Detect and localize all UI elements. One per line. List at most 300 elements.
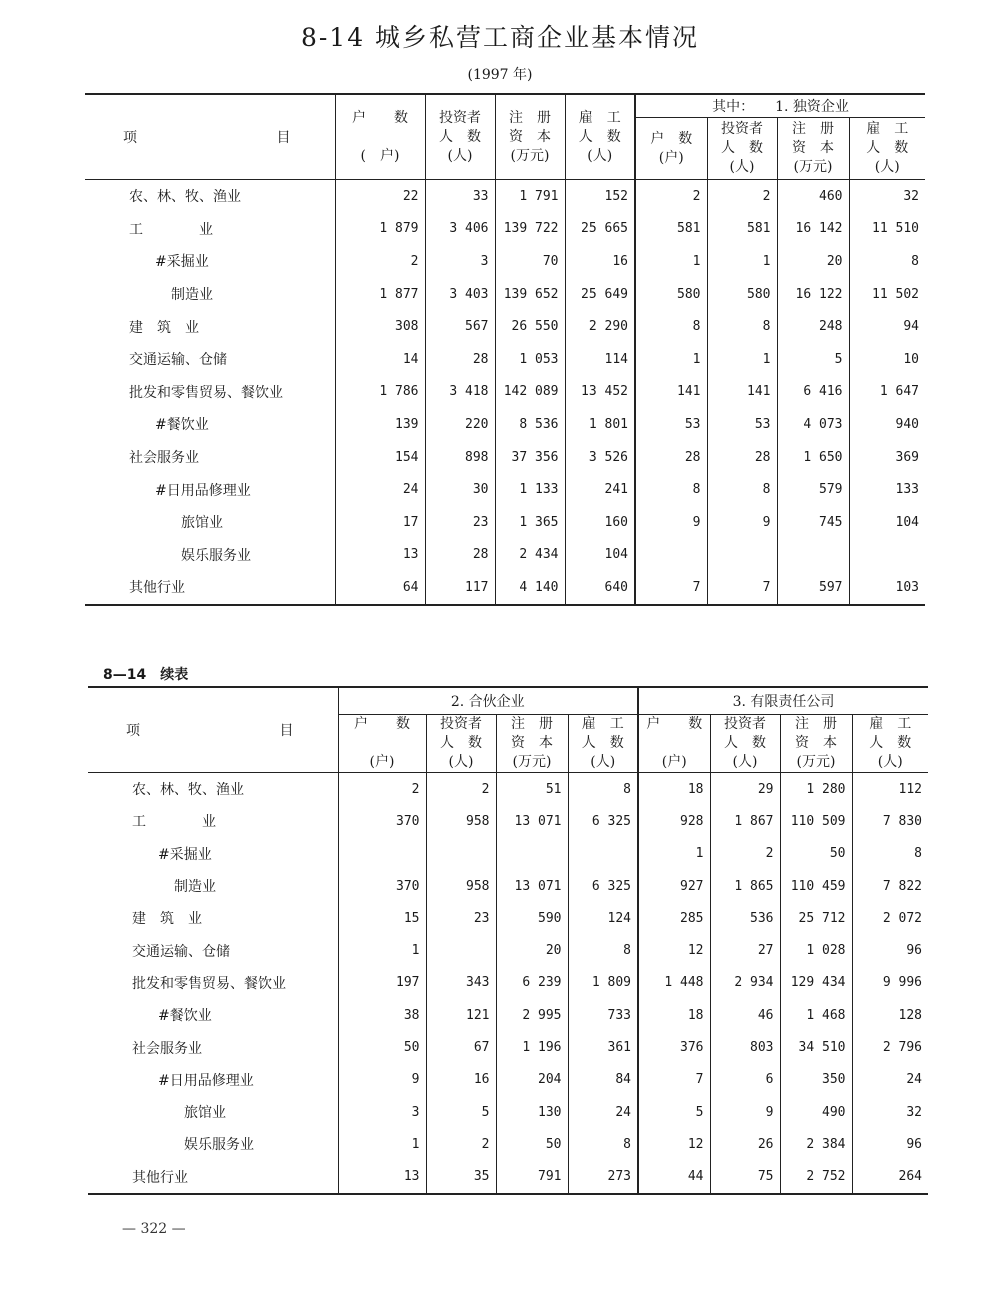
table-cell: 8 (635, 310, 707, 343)
row-label: #采掘业 (158, 846, 212, 863)
continued-table-body (88, 773, 928, 1194)
col-header-line: (户) (661, 754, 687, 770)
table-cell: 1 280 (780, 773, 852, 806)
table-cell: 7 (707, 571, 777, 605)
table-cell: 44 (638, 1161, 710, 1194)
table-cell: 1 (638, 838, 710, 870)
table-cell: 22 (335, 180, 425, 213)
table-cell: 112 (852, 773, 928, 806)
table-cell (777, 539, 849, 572)
col-header-investors (425, 94, 495, 180)
table-cell: 803 (710, 1031, 780, 1063)
row-label: 建 筑 业 (129, 319, 199, 336)
table-cell: 9 996 (852, 967, 928, 999)
table-cell: 1 (338, 1128, 426, 1160)
table-cell: 3 526 (565, 441, 635, 474)
table-cell: 141 (707, 376, 777, 409)
col-header-line: 投资者 (439, 109, 481, 126)
table-cell: 13 (338, 1161, 426, 1194)
col-header-line: (户) (369, 754, 395, 770)
table-cell: 13 452 (565, 376, 635, 409)
subheader-7 (852, 715, 928, 773)
table-cell: 1 801 (565, 408, 635, 441)
col-header-line: 资 本 (509, 128, 551, 145)
col-header-line: (户) (658, 149, 684, 166)
row-label: 旅馆业 (184, 1105, 226, 1122)
table-cell: 3 (338, 1096, 426, 1128)
table-row (85, 278, 925, 311)
table-cell: 3 418 (425, 376, 495, 409)
col-header-households (335, 94, 425, 180)
row-label: 娱乐服务业 (181, 547, 251, 564)
row-label: 批发和零售贸易、餐饮业 (129, 384, 283, 401)
row-label: 工 业 (129, 221, 213, 238)
table-cell: 2 384 (780, 1128, 852, 1160)
row-label: 交通运输、仓储 (132, 943, 230, 960)
table-row (85, 571, 925, 605)
row-label: 社会服务业 (132, 1040, 202, 1057)
table-row (88, 934, 928, 966)
row-label: #餐饮业 (158, 1008, 212, 1025)
table-cell: 9 (707, 506, 777, 539)
subheader-0 (338, 715, 426, 773)
table-row (88, 999, 928, 1031)
col-header-line: (人) (587, 147, 613, 164)
row-label: 制造业 (174, 879, 216, 896)
col-header-line: 雇 工 (869, 716, 912, 732)
col-header-line: (人) (729, 159, 755, 175)
table-cell: 18 (638, 999, 710, 1031)
table-cell: 745 (777, 506, 849, 539)
table-cell: 133 (849, 473, 925, 506)
col-header-line: 资 本 (511, 735, 553, 751)
table-cell: 1 647 (849, 376, 925, 409)
table-cell: 1 650 (777, 441, 849, 474)
col-header-line: 资 本 (795, 735, 837, 751)
table-cell: 28 (425, 539, 495, 572)
table-cell: 25 665 (565, 213, 635, 246)
col-header-line: 雇 工 (866, 121, 909, 137)
table-cell: 7 (635, 571, 707, 605)
table-cell: 25 649 (565, 278, 635, 311)
table-cell: 958 (426, 870, 496, 902)
table-cell: 579 (777, 473, 849, 506)
table-cell: 285 (638, 902, 710, 934)
table-cell: 6 325 (568, 805, 638, 837)
table-cell: 5 (777, 343, 849, 376)
table-cell: 17 (335, 506, 425, 539)
table-cell: 460 (777, 180, 849, 213)
col-header-line: 注 册 (511, 716, 553, 732)
table-cell: 67 (426, 1031, 496, 1063)
table-cell: 928 (638, 805, 710, 837)
table-cell: 32 (852, 1096, 928, 1128)
table-cell: 128 (852, 999, 928, 1031)
table-cell: 1 468 (780, 999, 852, 1031)
table-cell: 8 (568, 934, 638, 966)
continued-table-title: 8—14 续表 (103, 667, 189, 683)
row-label: 其他行业 (129, 580, 185, 597)
table-cell: 1 133 (495, 473, 565, 506)
table-cell: 110 459 (780, 870, 852, 902)
table-cell: 26 (710, 1128, 780, 1160)
table-cell: 23 (426, 902, 496, 934)
year-caption: (1997 年) (467, 67, 533, 83)
group-header-partnership: 2. 合伙企业 (338, 687, 638, 715)
table-cell: 96 (852, 934, 928, 966)
col-header-line: 人 数 (721, 140, 763, 156)
table-cell: 33 (425, 180, 495, 213)
row-label: 批发和零售贸易、餐饮业 (132, 975, 286, 992)
table-cell: 2 (635, 180, 707, 213)
table-cell: 130 (496, 1096, 568, 1128)
table-row (85, 506, 925, 539)
table-cell: 28 (707, 441, 777, 474)
table-cell: 51 (496, 773, 568, 806)
table-cell: 13 071 (496, 805, 568, 837)
table-cell: 241 (565, 473, 635, 506)
table-cell: 24 (335, 473, 425, 506)
subheader-3 (568, 715, 638, 773)
group-header-sole: 其中： 1. 独资企业 (635, 94, 925, 118)
col-header-line: ( 户) (360, 147, 400, 164)
table-cell (849, 539, 925, 572)
subheader-2 (496, 715, 568, 773)
table-cell: 160 (565, 506, 635, 539)
table-cell: 1 879 (335, 213, 425, 246)
table-cell: 37 356 (495, 441, 565, 474)
table-cell (338, 838, 426, 870)
table-cell: 12 (638, 934, 710, 966)
table-cell: 129 434 (780, 967, 852, 999)
col-header-line: 投资者 (440, 716, 482, 732)
table-cell: 141 (635, 376, 707, 409)
table-row (88, 838, 928, 870)
table-cell: 1 (707, 245, 777, 278)
table-cell: 2 (426, 1128, 496, 1160)
main-table-body (85, 180, 925, 605)
table-cell: 273 (568, 1161, 638, 1194)
table-cell: 361 (568, 1031, 638, 1063)
table-cell: 940 (849, 408, 925, 441)
table-cell: 4 073 (777, 408, 849, 441)
table-cell: 791 (496, 1161, 568, 1194)
table-cell: 248 (777, 310, 849, 343)
table-cell: 114 (565, 343, 635, 376)
main-table (85, 93, 925, 606)
table-cell (568, 838, 638, 870)
table-cell: 8 (635, 473, 707, 506)
table-cell: 580 (707, 278, 777, 311)
table-cell: 2 (335, 245, 425, 278)
table-cell: 154 (335, 441, 425, 474)
table-cell: 7 830 (852, 805, 928, 837)
table-cell: 1 791 (495, 180, 565, 213)
col-header-line: 户 数 (354, 716, 410, 732)
table-cell: 733 (568, 999, 638, 1031)
col-header-line: 人 数 (866, 140, 909, 156)
table-cell: 1 028 (780, 934, 852, 966)
table-cell: 590 (496, 902, 568, 934)
table-cell: 370 (338, 805, 426, 837)
table-cell: 139 (335, 408, 425, 441)
table-cell: 64 (335, 571, 425, 605)
table-cell: 1 877 (335, 278, 425, 311)
table-cell (426, 838, 496, 870)
table-cell: 958 (426, 805, 496, 837)
table-cell (426, 934, 496, 966)
table-cell: 490 (780, 1096, 852, 1128)
col-header-line: (万元) (793, 159, 833, 175)
table-cell: 9 (338, 1064, 426, 1096)
table-cell: 8 (852, 838, 928, 870)
col-header-line: (人) (732, 754, 758, 770)
table-cell: 24 (852, 1064, 928, 1096)
table-row (88, 1031, 928, 1063)
table-cell: 94 (849, 310, 925, 343)
row-label: 农、林、牧、渔业 (132, 782, 244, 799)
table-cell: 104 (565, 539, 635, 572)
table-row (85, 376, 925, 409)
col-header-line: 户 数 (352, 109, 408, 126)
table-cell: 1 196 (496, 1031, 568, 1063)
table-cell: 28 (425, 343, 495, 376)
row-label: #餐饮业 (155, 417, 209, 434)
table-cell: 16 (565, 245, 635, 278)
table-cell: 8 536 (495, 408, 565, 441)
table-cell: 220 (425, 408, 495, 441)
table-row (85, 441, 925, 474)
table-row (85, 408, 925, 441)
table-cell: 264 (852, 1161, 928, 1194)
item-header (88, 687, 338, 773)
table-cell: 12 (638, 1128, 710, 1160)
table-cell: 53 (707, 408, 777, 441)
table-cell: 29 (710, 773, 780, 806)
row-label: 其他行业 (132, 1169, 188, 1186)
table-cell: 30 (425, 473, 495, 506)
table-cell: 5 (638, 1096, 710, 1128)
col-header-line (339, 734, 426, 753)
col-header-line: 注 册 (792, 121, 834, 137)
table-cell: 7 (638, 1064, 710, 1096)
table-cell: 13 071 (496, 870, 568, 902)
table-cell: 2 (426, 773, 496, 806)
table-cell: 27 (710, 934, 780, 966)
row-label: 娱乐服务业 (184, 1137, 254, 1154)
table-cell: 24 (568, 1096, 638, 1128)
table-row (88, 1096, 928, 1128)
col-header-line: 资 本 (792, 140, 834, 156)
col-header-line: 注 册 (795, 716, 837, 732)
table-cell (635, 539, 707, 572)
col-header-line: 户 数 (646, 716, 703, 732)
table-cell: 14 (335, 343, 425, 376)
table-cell: 3 (425, 245, 495, 278)
table-cell: 1 (635, 245, 707, 278)
table-cell: 53 (635, 408, 707, 441)
row-label: #采掘业 (155, 254, 209, 271)
table-cell: 3 406 (425, 213, 495, 246)
table-cell: 9 (710, 1096, 780, 1128)
row-label: 建 筑 业 (132, 911, 202, 928)
col-header-employees (565, 94, 635, 180)
table-row (88, 805, 928, 837)
item-label-left: 项 (123, 130, 137, 146)
table-cell: 2 (338, 773, 426, 806)
col-header-line: 人 数 (581, 735, 624, 751)
table-cell: 567 (425, 310, 495, 343)
table-cell: 197 (338, 967, 426, 999)
col-header-line: 人 数 (724, 735, 766, 751)
col-header-line: (人) (877, 754, 903, 770)
table-cell: 8 (568, 773, 638, 806)
table-cell: 11 510 (849, 213, 925, 246)
table-cell: 13 (335, 539, 425, 572)
row-label: 社会服务业 (129, 450, 199, 467)
table-cell: 15 (338, 902, 426, 934)
table-cell: 1 (338, 934, 426, 966)
table-row (85, 245, 925, 278)
subheader-capital (777, 118, 849, 180)
table-cell: 8 (707, 310, 777, 343)
table-cell: 2 (710, 838, 780, 870)
col-header-line: (人) (874, 159, 900, 175)
table-cell: 32 (849, 180, 925, 213)
table-row (88, 967, 928, 999)
row-label: 工 业 (132, 814, 216, 831)
table-cell: 139 652 (495, 278, 565, 311)
table-cell: 23 (425, 506, 495, 539)
subheader-4 (638, 715, 710, 773)
col-header-line: (人) (447, 147, 473, 164)
table-cell: 4 140 (495, 571, 565, 605)
table-cell: 28 (635, 441, 707, 474)
table-cell: 46 (710, 999, 780, 1031)
row-label: #日用品修理业 (158, 1072, 254, 1089)
table-cell: 16 142 (777, 213, 849, 246)
group-header-limited: 3. 有限责任公司 (638, 687, 928, 715)
table-cell: 2 796 (852, 1031, 928, 1063)
col-header-line: 投资者 (724, 716, 766, 732)
table-cell: 1 786 (335, 376, 425, 409)
row-label: 交通运输、仓储 (129, 352, 227, 369)
subheader-employees (849, 118, 925, 180)
table-cell: 124 (568, 902, 638, 934)
table-cell: 6 325 (568, 870, 638, 902)
subheader-investors (707, 118, 777, 180)
table-cell: 142 089 (495, 376, 565, 409)
col-header-line: (万元) (796, 754, 836, 770)
table-cell: 20 (496, 934, 568, 966)
table-cell (496, 838, 568, 870)
table-cell: 50 (780, 838, 852, 870)
table-cell: 308 (335, 310, 425, 343)
table-row (88, 1128, 928, 1160)
item-label-left: 项 (126, 723, 140, 739)
col-header-line: 人 数 (578, 128, 621, 145)
subheader-6 (780, 715, 852, 773)
table-cell: 370 (338, 870, 426, 902)
table-row (88, 902, 928, 934)
table-cell: 34 510 (780, 1031, 852, 1063)
table-cell: 2 934 (710, 967, 780, 999)
table-cell: 2 752 (780, 1161, 852, 1194)
table-cell: 581 (707, 213, 777, 246)
table-cell: 2 995 (496, 999, 568, 1031)
table-cell: 75 (710, 1161, 780, 1194)
col-header-line: (万元) (512, 754, 552, 770)
table-cell: 104 (849, 506, 925, 539)
table-cell: 1 365 (495, 506, 565, 539)
table-row (88, 870, 928, 902)
col-header-line: 户 数 (650, 130, 693, 147)
table-cell: 96 (852, 1128, 928, 1160)
table-cell: 536 (710, 902, 780, 934)
table-cell: 7 822 (852, 870, 928, 902)
subheader-households (635, 118, 707, 180)
table-cell: 5 (426, 1096, 496, 1128)
table-cell: 1 865 (710, 870, 780, 902)
table-cell: 50 (496, 1128, 568, 1160)
table-cell: 1 448 (638, 967, 710, 999)
table-cell: 139 722 (495, 213, 565, 246)
table-cell: 350 (780, 1064, 852, 1096)
table-cell: 580 (635, 278, 707, 311)
row-label: 农、林、牧、渔业 (129, 189, 241, 206)
table-cell: 16 (426, 1064, 496, 1096)
table-cell: 204 (496, 1064, 568, 1096)
table-cell: 20 (777, 245, 849, 278)
table-row (85, 213, 925, 246)
table-cell: 8 (568, 1128, 638, 1160)
table-cell: 1 867 (710, 805, 780, 837)
table-cell: 3 403 (425, 278, 495, 311)
table-cell: 8 (849, 245, 925, 278)
col-header-line: 雇 工 (581, 716, 624, 732)
table-row (88, 773, 928, 806)
row-label: #日用品修理业 (155, 482, 251, 499)
col-header-line: 投资者 (721, 121, 763, 137)
item-header (85, 94, 335, 180)
row-label: 旅馆业 (181, 515, 223, 532)
table-row (85, 180, 925, 213)
col-header-line: 人 数 (439, 128, 481, 145)
col-header-line: 人 数 (440, 735, 482, 751)
subheader-1 (426, 715, 496, 773)
table-cell: 152 (565, 180, 635, 213)
item-label-right: 目 (276, 130, 291, 146)
table-cell: 376 (638, 1031, 710, 1063)
table-cell: 581 (635, 213, 707, 246)
table-cell: 343 (426, 967, 496, 999)
table-cell: 35 (426, 1161, 496, 1194)
table-cell: 84 (568, 1064, 638, 1096)
table-cell: 10 (849, 343, 925, 376)
subheader-5 (710, 715, 780, 773)
table-cell: 2 (707, 180, 777, 213)
table-cell: 25 712 (780, 902, 852, 934)
table-cell: 11 502 (849, 278, 925, 311)
table-cell: 117 (425, 571, 495, 605)
continued-table (88, 686, 928, 1195)
col-header-line: (人) (590, 754, 616, 770)
table-cell: 6 (710, 1064, 780, 1096)
table-cell: 16 122 (777, 278, 849, 311)
table-row (85, 343, 925, 376)
page-number: — 322 — (122, 1221, 186, 1237)
table-cell: 8 (707, 473, 777, 506)
